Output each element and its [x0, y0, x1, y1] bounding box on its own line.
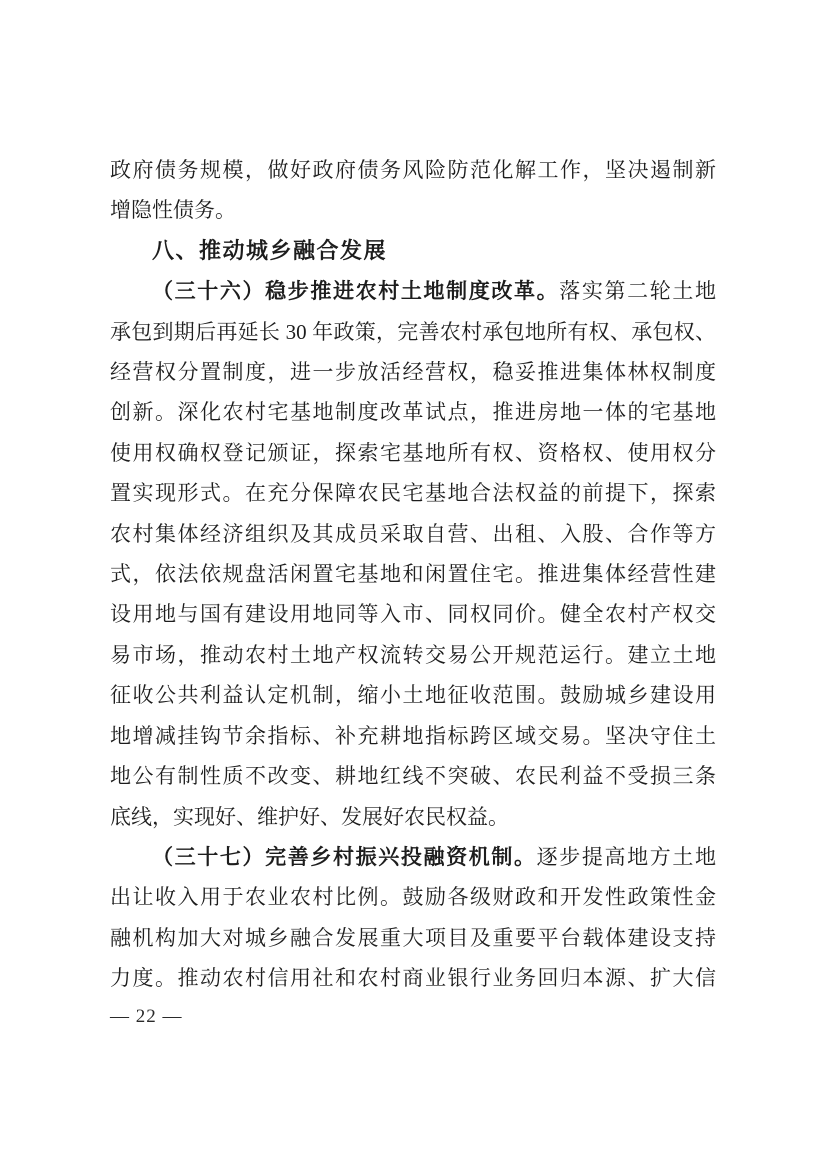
body-line: 出让收入用于农业农村比例。鼓励各级财政和开发性政策性金 — [110, 885, 716, 910]
section-heading: 八、推动城乡融合发展 — [152, 237, 388, 263]
body-line: 融机构加大对城乡融合发展重大项目及重要平台载体建设支持 — [110, 925, 716, 950]
clause-36-first-line — [110, 271, 716, 311]
body-line: 地增减挂钩节余指标、补充耕地指标跨区域交易。坚决守住土 — [110, 723, 716, 748]
clause-36-text-start: 落实第二轮土地 — [559, 279, 716, 304]
body-line: 政府债务规模，做好政府债务风险防范化解工作，坚决遏制新 — [110, 158, 716, 182]
clause-37-title: （三十七）完善乡村振兴投融资机制。 — [152, 844, 537, 869]
clause-37-text-start: 逐步提高地方土地 — [536, 844, 716, 869]
body-line: 底线，实现好、维护好、发展好农民权益。 — [110, 804, 509, 829]
body-line: 易市场，推动农村土地产权流转交易公开规范运行。建立土地 — [110, 642, 716, 667]
body-line: 农村集体经济组织及其成员采取自营、出租、入股、合作等方 — [110, 521, 716, 546]
body-line: 力度。推动农村信用社和农村商业银行业务回归本源、扩大信 — [110, 966, 716, 991]
body-line: 使用权确权登记颁证，探索宅基地所有权、资格权、使用权分 — [110, 440, 716, 465]
page-number: — 22 — — [110, 1006, 183, 1027]
body-line: 承包到期后再延长 30 年政策，完善农村承包地所有权、承包权、 — [110, 319, 716, 344]
body-line: 经营权分置制度，进一步放活经营权，稳妥推进集体林权制度 — [110, 360, 716, 385]
body-line: 增隐性债务。 — [110, 198, 236, 223]
body-line: 地公有制性质不改变、耕地红线不突破、农民利益不受损三条 — [110, 764, 716, 789]
clause-36-title: （三十六）稳步推进农村土地制度改革。 — [152, 279, 560, 304]
body-line: 置实现形式。在充分保障农民宅基地合法权益的前提下，探索 — [110, 481, 716, 506]
body-line: 征收公共利益认定机制，缩小土地征收范围。鼓励城乡建设用 — [110, 683, 716, 708]
body-line: 式，依法依规盘活闲置宅基地和闲置住宅。推进集体经营性建 — [110, 562, 716, 587]
clause-37-first-line — [110, 837, 716, 877]
body-line: 创新。深化农村宅基地制度改革试点，推进房地一体的宅基地 — [110, 400, 716, 425]
body-line: 设用地与国有建设用地同等入市、同权同价。健全农村产权交 — [110, 602, 716, 627]
document-body — [110, 150, 716, 999]
